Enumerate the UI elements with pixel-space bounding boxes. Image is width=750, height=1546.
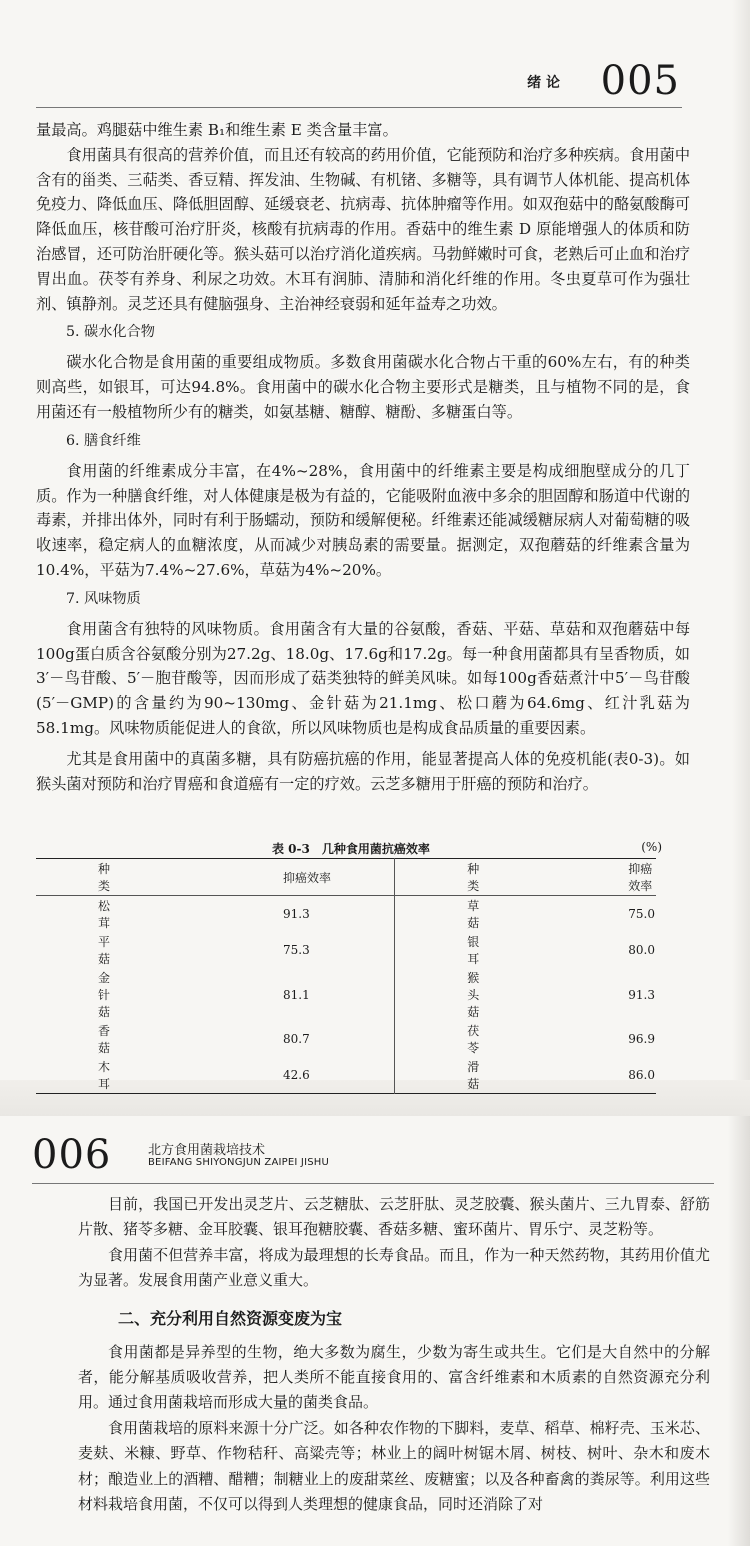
table-unit: (%) bbox=[641, 840, 662, 854]
cell: 平菇 bbox=[98, 935, 111, 966]
anticancer-table bbox=[36, 858, 656, 1094]
cell: 75.0 bbox=[628, 907, 655, 921]
header-rule bbox=[32, 1183, 714, 1184]
paragraph: 食用菌具有很高的营养价值，而且还有较高的药用价值，它能预防和治疗多种疾病。食用菌中含有的甾类、三萜类、香豆精、挥发油、生物碱、有机锗、多糖等，具有调节人体机能、提高机体免疫力、降低血压、降低胆固醇、延缓衰老、抗病毒、抗体肿瘤等作用。如双孢菇中的酪氨酸酶可降低血压，核苷酸可治疗肝炎，核酸有抗病毒的作用。香菇中的维生素 D 原能增强人的体质和防治感冒，还可防治肝硬化等。猴头菇可以治疗消化道疾病。马勃鲜嫩时可食，老熟后可止血和治疗胃出血。茯苓有养身、利尿之功效。木耳有润肺、清肺和消化纤维的作用。冬虫夏草可作为强壮剂、镇静剂。灵芝还具有健脑强身、主治神经衰弱和延年益寿之功效。 bbox=[36, 145, 690, 313]
paragraph: 尤其是食用菌中的真菌多糖，具有防癌抗癌的作用，能显著提高人体的免疫机能(表0-3)。如猴头菌对预防和治疗胃癌和食道癌有一定的疗效。云芝多糖用于肝癌的预防和治疗。 bbox=[36, 749, 690, 793]
cell: 松茸 bbox=[98, 899, 111, 930]
body-text bbox=[36, 118, 690, 796]
table-row bbox=[36, 896, 656, 933]
cell: 银耳 bbox=[395, 932, 481, 968]
cell: 金针菇 bbox=[98, 971, 111, 1019]
body-text bbox=[78, 1192, 710, 1517]
column-header: 抑癌效率 bbox=[480, 859, 656, 896]
cell: 木耳 bbox=[98, 1060, 111, 1091]
subheading: 5. 碳水化合物 bbox=[66, 324, 155, 341]
book-title: 北方食用菌栽培技术 bbox=[148, 1143, 266, 1158]
table-row bbox=[36, 968, 656, 1021]
page-number: 006 bbox=[32, 1132, 112, 1178]
cell: 42.6 bbox=[283, 1068, 310, 1082]
cell: 80.7 bbox=[283, 1032, 310, 1046]
header-rule bbox=[36, 107, 682, 108]
cell: 草菇 bbox=[395, 896, 481, 933]
paragraph: 食用菌不但营养丰富，将成为最理想的长寿食品。而且，作为一种天然药物，其药用价值尤为显著。发展食用菌产业意义重大。 bbox=[78, 1245, 710, 1290]
cell: 80.0 bbox=[628, 943, 655, 957]
paragraph: 目前，我国已开发出灵芝片、云芝糖肽、云芝肝肽、灵芝胶囊、猴头菌片、三九胃泰、舒筋片散、猪苓多糖、金耳胶囊、银耳孢糖胶囊、香菇多糖、蜜环菌片、胃乐宁、灵芝粉等。 bbox=[78, 1195, 710, 1239]
cell: 81.1 bbox=[283, 987, 310, 1002]
cell: 91.3 bbox=[628, 987, 655, 1002]
cell: 86.0 bbox=[628, 1068, 655, 1082]
page-edge bbox=[732, 0, 750, 1080]
chapter-title: 绪 论 bbox=[527, 75, 560, 91]
cell: 91.3 bbox=[283, 907, 310, 921]
table-row bbox=[36, 1021, 656, 1057]
table-row bbox=[36, 1057, 656, 1094]
cell: 滑菇 bbox=[395, 1057, 481, 1094]
paragraph: 食用菌含有独特的风味物质。食用菌含有大量的谷氨酸，香菇、平菇、草菇和双孢蘑菇中每100g蛋白质含谷氨酸分别为27.2g、18.0g、17.6g和17.2g。每一种食用菌都具有呈香物质，如3′－鸟苷酸、5′－胞苷酸等，因而形成了菇类独特的鲜美风味。如每100g香菇煮汁中5′－鸟苷酸(5′－GMP)的含量约为90~130mg、金针菇为21.1mg、松口蘑为64.6mg、红汁乳菇为58.1mg。风味物质能促进人的食欲，所以风味物质也是构成食品质量的重要因素。 bbox=[36, 619, 690, 737]
section-heading: 二、充分利用自然资源变废为宝 bbox=[118, 1308, 343, 1328]
paragraph: 食用菌的纤维素成分丰富，在4%~28%，食用菌中的纤维素主要是构成细胞壁成分的几丁质。作为一种膳食纤维，对人体健康是极为有益的，它能吸附血液中多余的胆固醇和肠道中代谢的毒素，并排出体外，同时有利于肠蠕动，预防和缓解便秘。纤维素还能减缓糖尿病人对葡萄糖的吸收速率，稳定病人的血糖浓度，从而减少对胰岛素的需要量。据测定，双孢蘑菇的纤维素含量为10.4%，平菇为7.4%~27.6%，草菇为4%~20%。 bbox=[36, 461, 690, 579]
column-header: 种类 bbox=[395, 859, 481, 896]
subheading: 6. 膳食纤维 bbox=[66, 432, 141, 449]
subheading: 7. 风味物质 bbox=[66, 590, 141, 607]
paragraph: 碳水化合物是食用菌的重要组成物质。多数食用菌碳水化合物占干重的60%左右，有的种类则高些，如银耳，可达94.8%。食用菌中的碳水化合物主要形式是糖类，且与植物不同的是，食用菌还有一般植物所少有的糖类，如氨基糖、糖醇、糖酚、多糖蛋白等。 bbox=[36, 353, 690, 421]
page-edge bbox=[728, 1116, 750, 1546]
table-header-row bbox=[36, 859, 656, 896]
table-row bbox=[36, 932, 656, 968]
page-number: 005 bbox=[600, 58, 680, 104]
cell: 75.3 bbox=[283, 943, 310, 957]
cell: 96.9 bbox=[628, 1032, 655, 1046]
book-title-pinyin: BEIFANG SHIYONGJUN ZAIPEI JISHU bbox=[148, 1157, 330, 1168]
cell: 香菇 bbox=[98, 1024, 111, 1055]
cell: 猴头菇 bbox=[395, 968, 481, 1021]
column-header: 种类 bbox=[36, 859, 111, 896]
paragraph: 量最高。鸡腿菇中维生素 B₁和维生素 E 类含量丰富。 bbox=[36, 121, 398, 139]
table-title: 表 0-3 几种食用菌抗癌效率 bbox=[272, 842, 430, 856]
paragraph: 食用菌栽培的原料来源十分广泛。如各种农作物的下脚料，麦草、稻草、棉籽壳、玉米芯、麦麸、米糠、野草、作物秸秆、高粱壳等；林业上的阔叶树锯木屑、树枝、树叶、杂木和废木材；酿造业上的酒糟、醋糟；制糖业上的废甜菜丝、废糖蜜；以及各种畜禽的粪尿等。利用这些材料栽培食用菌，不仅可以得到人类理想的健康食品，同时还消除了对 bbox=[78, 1418, 710, 1514]
paragraph: 食用菌都是异养型的生物，绝大多数为腐生，少数为寄生或共生。它们是大自然中的分解者，能分解基质吸收营养，把人类所不能直接食用的、富含纤维素和木质素的自然资源充分利用。通过食用菌栽培而形成大量的菌类食品。 bbox=[78, 1342, 710, 1412]
cell: 茯苓 bbox=[395, 1021, 481, 1057]
column-header: 抑癌效率 bbox=[111, 859, 395, 896]
